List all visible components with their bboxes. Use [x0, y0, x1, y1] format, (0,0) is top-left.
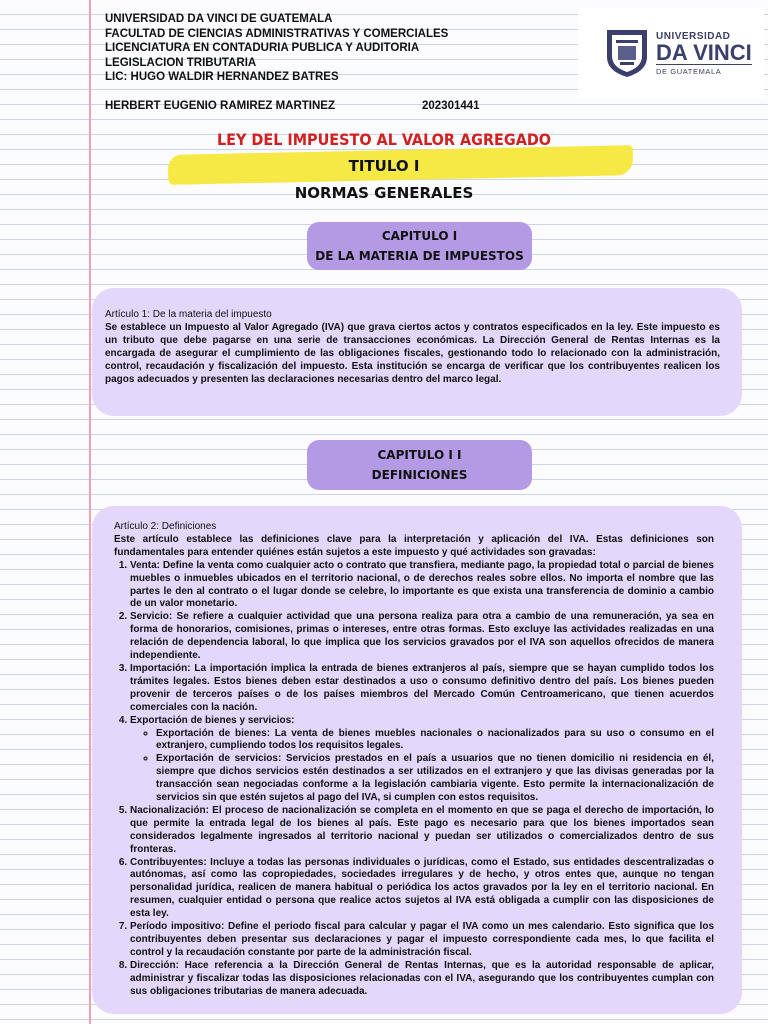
definition-exportacion	[130, 715, 714, 805]
logo-line-guatemala: DE GUATEMALA	[656, 64, 752, 76]
article-2-text	[114, 521, 714, 999]
definition-exportacion-label: Exportación de bienes y servicios:	[130, 714, 295, 726]
degree-name: LICENCIATURA EN CONTADURIA PUBLICA Y AUDITORIA	[105, 42, 420, 55]
logo-line-davinci: DA VINCI	[656, 39, 752, 65]
article-1-body: Se establece un Impuesto al Valor Agregado (IVA) que grava ciertos actos y contratos especificados en la ley. Este impuesto es un tributo que debe pagarse en una serie de transacciones económicas. La Dirección General de Rentas Internas es la encargada de asegurar el cumplimiento de las obligaciones fiscales, gestionando todo lo relacionado con la administración, control, recaudación y fiscalización del impuesto. Esta institución se encarga de verificar que los contribuyentes realicen los pagos adecuados y presenten las declaraciones necesarias dentro del marco legal.	[105, 321, 720, 385]
definition-direccion: 8. Dirección: Hace referencia a la Dirección General de Rentas Internas, que es la autoridad responsable de aplicar, administrar y fiscalizar todas las disposiciones relacionadas con el IVA, asegurando que los contribuyentes cumplan con sus obligaciones tributarias de manera adecuada.	[130, 960, 714, 999]
chapter-2-title: DEFINICIONES	[371, 468, 468, 482]
professor-name: LIC: HUGO WALDIR HERNANDEZ BATRES	[105, 71, 339, 84]
export-sublist	[130, 728, 714, 805]
definitions-list	[114, 560, 714, 999]
chapter-1-banner	[307, 222, 532, 270]
export-bienes: ◦ Exportación de bienes: La venta de bienes muebles nacionales o nacionalizados para su uso o consumo en el extranjero, cumpliendo todos los requisitos legales.	[156, 728, 714, 754]
definition-importacion: 3. Importación: La importación implica la entrada de bienes extranjeros al país, siempre que se hayan cumplido todos los trámites legales. Estos bienes deben estar destinados a uso o consumo definitivo dentro del país. Los bienes pueden provenir de terceros países o de los países miembros del Mercado Común Centroamericano, que tienen acuerdos comerciales con la nación.	[130, 663, 714, 715]
chapter-2-banner	[307, 440, 532, 490]
logo-line-universidad: UNIVERSIDAD	[656, 30, 731, 42]
definition-servicio: 2. Servicio: Se refiere a cualquier actividad que una persona realiza para otra a cambio de una remuneración, ya sea en forma de honorarios, comisiones, primas o intereses, entre otras formas. Esto excluye las actividades realizadas en una relación de dependencia laboral, lo que implica que los servicios gravados por el IVA son aquellos ofrecidos de manera independiente.	[130, 611, 714, 663]
institution-header	[105, 12, 448, 85]
faculty-name: FACULTAD DE CIENCIAS ADMINISTRATIVAS Y COMERCIALES	[105, 27, 449, 40]
university-name: UNIVERSIDAD DA VINCI DE GUATEMALA	[105, 13, 333, 25]
article-1-text	[105, 309, 720, 386]
titulo-heading: TITULO I	[348, 157, 420, 175]
logo-wordmark	[656, 31, 752, 76]
student-id: 202301441	[422, 100, 480, 112]
definition-periodo: 7. Período impositivo: Define el periodo fiscal para calcular y pagar el IVA como un mes calendario. Esto significa que los contribuyentes deben presentar sus declaraciones y pagar el impuesto correspondiente cada mes, lo que facilita el control y la recaudación constante por parte de la administración fiscal.	[130, 921, 714, 960]
chapter-1-number: CAPITULO I	[381, 229, 458, 243]
definition-nacionalizacion: 5. Nacionalización: El proceso de nacionalización se completa en el momento en que se paga el derecho de importación, lo que permite la entrada legal de los bienes al país. Este pago es necesario para que los bienes importados sean considerados legalmente ingresados al territorio nacional y puedan ser utilizados o comercializados dentro de sus fronteras.	[130, 805, 714, 857]
normas-heading: NORMAS GENERALES	[294, 184, 474, 202]
course-name: LEGISLACION TRIBUTARIA	[105, 56, 257, 69]
chapter-2-number: CAPITULO I I	[377, 448, 462, 462]
article-1-title: Artículo 1: De la materia del impuesto	[105, 309, 272, 320]
university-logo	[578, 8, 764, 98]
law-title: LEY DEL IMPUESTO AL VALOR AGREGADO	[216, 130, 552, 149]
crest-icon	[604, 27, 650, 79]
notebook-margin-line	[89, 0, 91, 1024]
student-name: HERBERT EUGENIO RAMIREZ MARTINEZ	[105, 100, 335, 112]
definition-venta: 1. Venta: Define la venta como cualquier acto o contrato que transfiera, mediante pago, la propiedad total o parcial de bienes muebles o inmuebles ubicados en el territorio nacional, o de derechos reales sobre ellos. No importa el nombre que las partes le den al contrato o el lugar donde se celebre, lo importante es que exista una transferencia de dominio a cambio de un valor monetario.	[130, 560, 714, 612]
export-servicios: ◦ Exportación de servicios: Servicios prestados en el país a usuarios que no tienen domicilio ni residencia en él, siempre que dichos servicios estén destinados a ser utilizados en el extranjero y que las divisas generadas por la transacción sean negociadas conforme a la legislación cambiaria vigente. Esto permite la internacionalización de servicios sin que estén sujetos al pago del IVA, si cumplen con estos requisitos.	[156, 753, 714, 805]
chapter-1-title: DE LA MATERIA DE IMPUESTOS	[315, 249, 524, 263]
article-2-title: Artículo 2: Definiciones	[114, 521, 217, 532]
definition-contribuyentes: 6. Contribuyentes: Incluye a todas las personas individuales o jurídicas, como el Estado, sus entidades descentralizadas o autónomas, así como las copropiedades, sociedades irregulares y de hecho, y otros entes que, aunque no tengan personalidad jurídica, realicen de manera habitual o periódica los actos gravados por la ley en el territorio nacional. En resumen, cualquier entidad o persona que realice actos sujetos al IVA está obligada a cumplir con las disposiciones de esta ley.	[130, 857, 714, 922]
article-2-intro: Este artículo establece las definiciones clave para la interpretación y aplicación del IVA. Estas definiciones son fundamentales para entender quiénes están sujetos a este impuesto y qué actividades son gravadas:	[114, 533, 714, 558]
